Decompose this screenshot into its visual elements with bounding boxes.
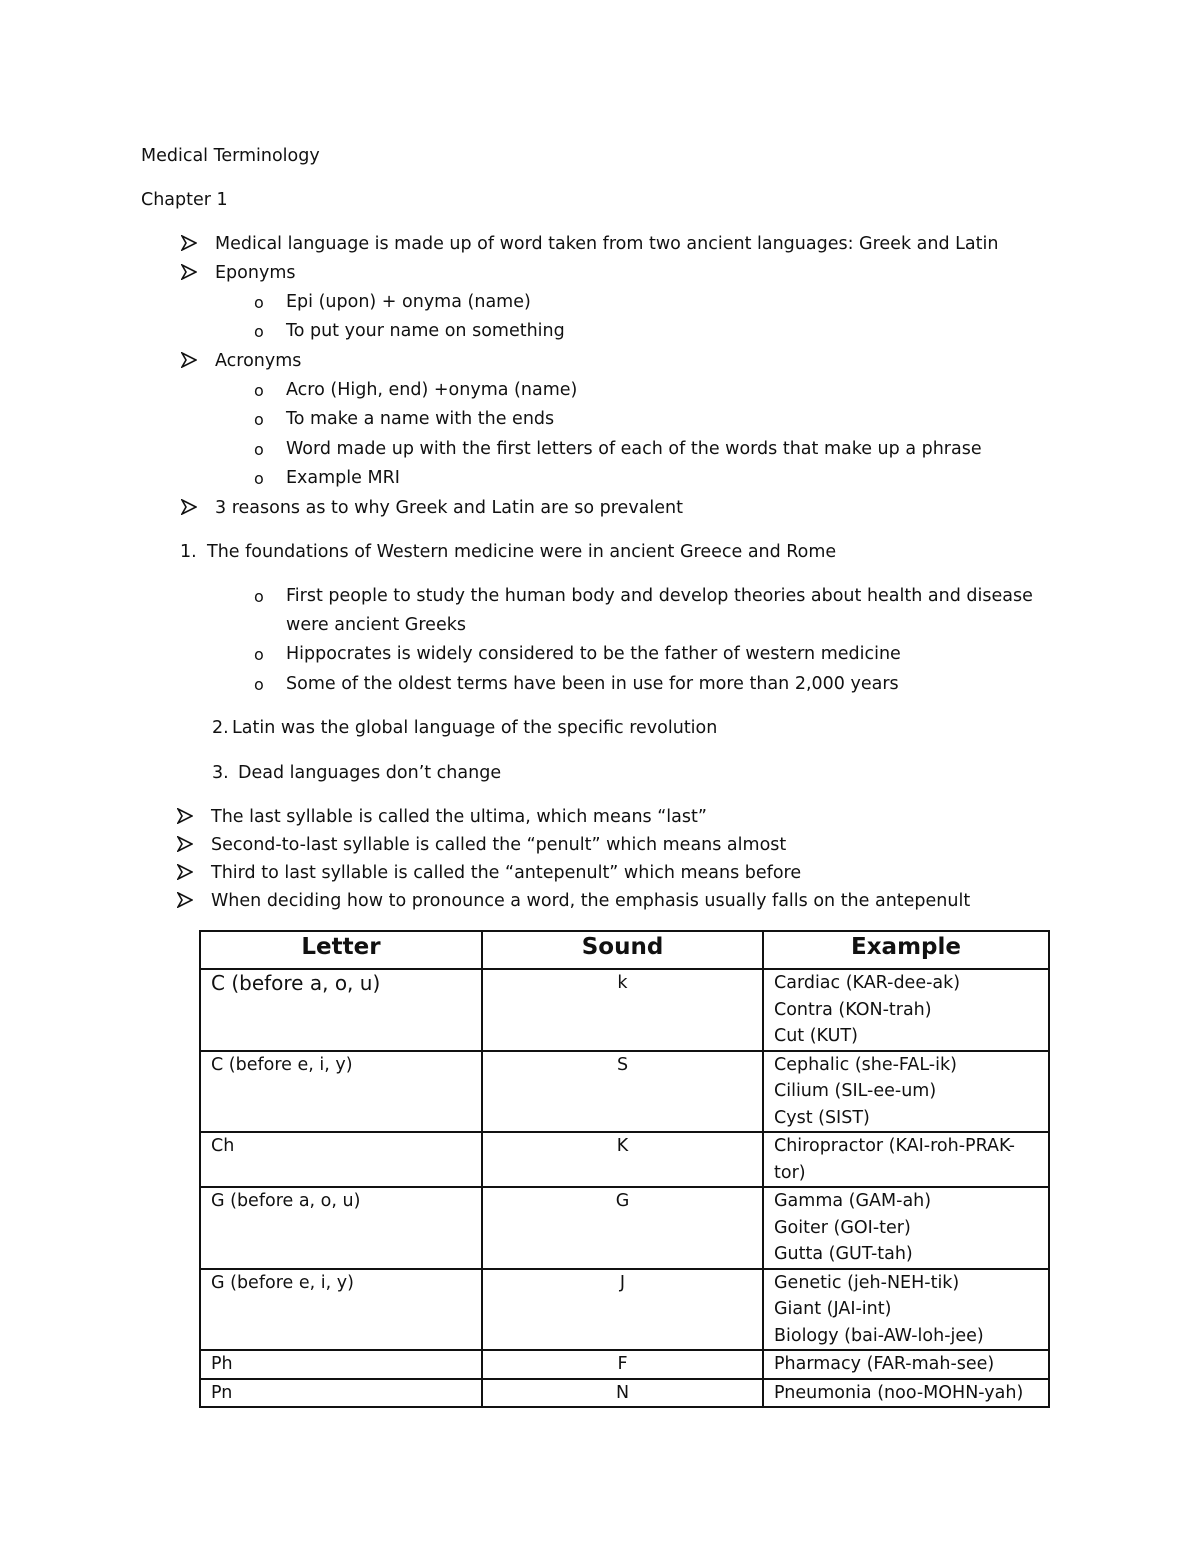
column-header-sound: Sound	[482, 931, 763, 969]
table-row	[200, 1269, 1049, 1351]
circle-bullet-icon: o	[254, 381, 264, 400]
example-text: Biology (bai-AW-loh-jee)	[774, 1325, 984, 1346]
sub-bullet-item: To make a name with the ends	[286, 409, 555, 429]
arrow-bullet-icon	[181, 499, 197, 515]
arrow-bullet-icon	[181, 235, 197, 251]
reason-item: Latin was the global language of the specific revolution	[232, 718, 718, 738]
reason-item: Dead languages don’t change	[238, 763, 502, 783]
sub-bullet-item: Word made up with the first letters of each of the words that make up a phrase	[286, 439, 982, 459]
document-title: Medical Terminology	[141, 146, 320, 166]
circle-bullet-icon: o	[254, 293, 264, 312]
letter-cell: Ch	[200, 1132, 482, 1187]
column-header-example: Example	[763, 931, 1049, 969]
list-number: 1.	[180, 542, 197, 562]
bullet-item: Second-to-last syllable is called the “penult” which means almost	[211, 835, 787, 855]
example-cell	[763, 1269, 1049, 1351]
sound-cell: F	[482, 1350, 763, 1379]
bullet-item: 3 reasons as to why Greek and Latin are so prevalent	[215, 498, 683, 518]
letter-cell: Pn	[200, 1379, 482, 1408]
sound-cell: G	[482, 1187, 763, 1269]
example-text: Contra (KON-trah)	[774, 999, 932, 1020]
arrow-bullet-icon	[177, 808, 193, 824]
example-text: Chiropractor (KAI-roh-PRAK-	[774, 1136, 1015, 1156]
example-text: Cilium (SIL-ee-um)	[774, 1081, 937, 1101]
table-row	[200, 1379, 1049, 1408]
example-text: Genetic (jeh-NEH-tik)	[774, 1272, 960, 1293]
sub-bullet-item: Example MRI	[286, 468, 400, 488]
example-text: Cyst (SIST)	[774, 1107, 870, 1128]
table-header-row	[200, 931, 1049, 969]
letter-cell	[200, 969, 482, 1051]
sound-cell: k	[482, 969, 763, 1051]
bullet-item: The last syllable is called the ultima, which means “last”	[211, 807, 707, 827]
example-cell	[763, 1379, 1049, 1408]
example-text: Cut (KUT)	[774, 1026, 858, 1046]
circle-bullet-icon: o	[254, 322, 264, 341]
arrow-bullet-icon	[177, 864, 193, 880]
example-text: Goiter (GOI-ter)	[774, 1217, 911, 1238]
example-text: tor)	[774, 1162, 806, 1183]
sub-bullet-item: To put your name on something	[286, 321, 565, 341]
table-row	[200, 1051, 1049, 1133]
sound-cell: S	[482, 1051, 763, 1133]
reason-item: The foundations of Western medicine were in ancient Greece and Rome	[207, 542, 837, 562]
list-number: 3.	[212, 763, 229, 783]
example-text: Pharmacy (FAR-mah-see)	[774, 1354, 995, 1374]
list-number: 2.	[212, 718, 229, 738]
circle-bullet-icon: o	[254, 469, 264, 488]
bullet-item: When deciding how to pronounce a word, the emphasis usually falls on the antepenult	[211, 891, 971, 911]
bullet-item: Eponyms	[215, 263, 296, 283]
example-cell	[763, 969, 1049, 1051]
circle-bullet-icon: o	[254, 675, 264, 694]
arrow-bullet-icon	[181, 264, 197, 280]
sub-bullet-continuation: were ancient Greeks	[286, 615, 466, 635]
sound-cell: J	[482, 1269, 763, 1351]
circle-bullet-icon: o	[254, 410, 264, 429]
sub-bullet-item: Acro (High, end) +onyma (name)	[286, 380, 578, 400]
example-cell	[763, 1350, 1049, 1379]
table-row	[200, 1132, 1049, 1187]
pronunciation-table	[199, 930, 1050, 1408]
sub-bullet-item: Some of the oldest terms have been in use for more than 2,000 years	[286, 674, 899, 694]
example-cell	[763, 1187, 1049, 1269]
sound-cell: K	[482, 1132, 763, 1187]
example-cell	[763, 1132, 1049, 1187]
example-text: Gutta (GUT-tah)	[774, 1244, 913, 1264]
example-text: Pneumonia (noo-MOHN-yah)	[774, 1382, 1024, 1403]
example-text: Giant (JAI-int)	[774, 1299, 892, 1319]
column-header-letter: Letter	[200, 931, 482, 969]
chapter-heading: Chapter 1	[141, 190, 228, 210]
table-row	[200, 1350, 1049, 1379]
letter-cell: Ph	[200, 1350, 482, 1379]
letter-cell: G (before e, i, y)	[200, 1269, 482, 1351]
sound-cell: N	[482, 1379, 763, 1408]
bullet-item: Medical language is made up of word taken from two ancient languages: Greek and Latin	[215, 234, 999, 254]
letter-cell: C (before e, i, y)	[200, 1051, 482, 1133]
example-text: Cardiac (KAR-dee-ak)	[774, 973, 961, 993]
example-text: Gamma (GAM-ah)	[774, 1191, 932, 1211]
sub-bullet-item: Epi (upon) + onyma (name)	[286, 292, 531, 312]
circle-bullet-icon: o	[254, 587, 264, 606]
letter-cell: G (before a, o, u)	[200, 1187, 482, 1269]
sub-bullet-item: First people to study the human body and develop theories about health and disease	[286, 586, 1033, 606]
arrow-bullet-icon	[181, 352, 197, 368]
circle-bullet-icon: o	[254, 645, 264, 664]
example-cell	[763, 1051, 1049, 1133]
bullet-item: Third to last syllable is called the “antepenult” which means before	[211, 863, 802, 883]
bullet-item: Acronyms	[215, 351, 302, 371]
sub-bullet-item: Hippocrates is widely considered to be the father of western medicine	[286, 644, 901, 664]
circle-bullet-icon: o	[254, 440, 264, 459]
table-row	[200, 1187, 1049, 1269]
example-text: Cephalic (she-FAL-ik)	[774, 1054, 957, 1075]
arrow-bullet-icon	[177, 892, 193, 908]
table-row	[200, 969, 1049, 1051]
letter-text: C (before a, o, u)	[211, 971, 381, 995]
arrow-bullet-icon	[177, 836, 193, 852]
